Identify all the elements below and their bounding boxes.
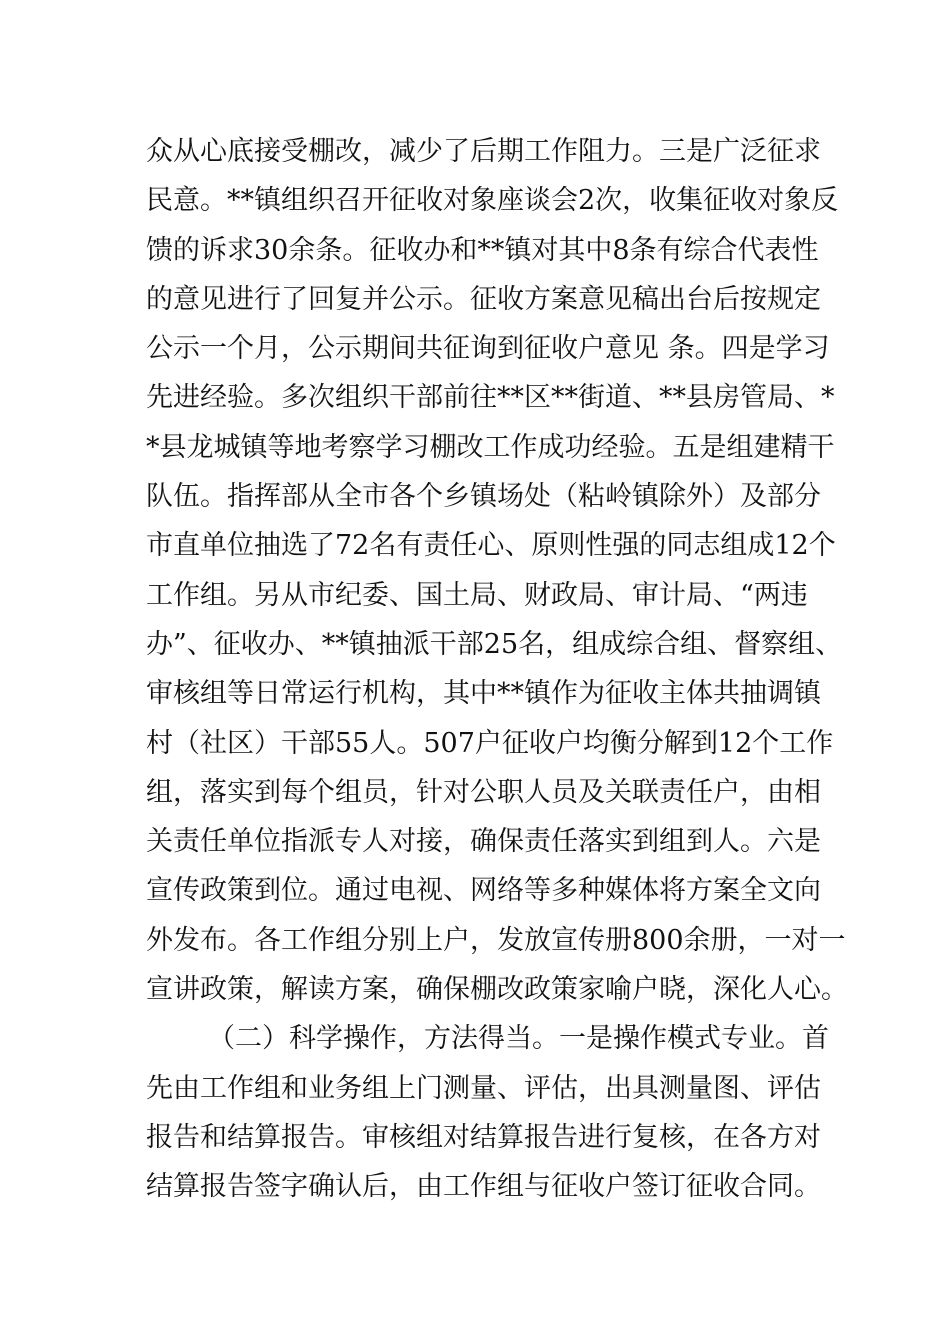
- text-line: 市直单位抽选了72名有责任心、原则性强的同志组成12个: [146, 530, 836, 562]
- text-line: 宣讲政策，解读方案，确保棚改政策家喻户晓，深化人心。: [146, 974, 848, 1006]
- text-line: *县龙城镇等地考察学习棚改工作成功经验。五是组建精干: [146, 431, 835, 463]
- text-line: 宣传政策到位。通过电视、网络等多种媒体将方案全文向: [146, 875, 821, 907]
- text-line: 队伍。指挥部从全市各个乡镇场处（粘岭镇除外）及部分: [146, 481, 821, 513]
- text-line: 先由工作组和业务组上门测量、评估，出具测量图、评估: [146, 1072, 821, 1104]
- text-line: 工作组。另从市纪委、国土局、财政局、审计局、“两违: [146, 579, 808, 611]
- text-line: 办”、征收办、**镇抽派干部25名，组成综合组、督察组、: [146, 628, 843, 660]
- text-line: 公示一个月，公示期间共征询到征收户意见 条。四是学习: [146, 333, 830, 365]
- section-heading-line: （二）科学操作，方法得当。一是操作模式专业。首: [208, 1023, 829, 1055]
- text-line: 的意见进行了回复并公示。征收方案意见稿出台后按规定: [146, 283, 821, 315]
- text-line: 审核组等日常运行机构，其中**镇作为征收主体共抽调镇: [146, 678, 821, 710]
- text-line: 村（社区）干部55人。507户征收户均衡分解到12个工作: [146, 727, 834, 759]
- text-line: 先进经验。多次组织干部前往**区**街道、**县房管局、*: [146, 382, 835, 414]
- body-text: [146, 127, 848, 1212]
- text-line: 结算报告签字确认后，由工作组与征收户签订征收合同。: [146, 1171, 821, 1203]
- text-line: 馈的诉求30余条。征收办和**镇对其中8条有综合代表性: [146, 234, 819, 266]
- text-line: 报告和结算报告。审核组对结算报告进行复核，在各方对: [146, 1121, 821, 1153]
- text-line: 民意。**镇组织召开征收对象座谈会2次，收集征收对象反: [146, 185, 839, 217]
- text-line: 关责任单位指派专人对接，确保责任落实到组到人。六是: [146, 826, 821, 858]
- text-line: 外发布。各工作组分别上户，发放宣传册800余册，一对一: [146, 924, 846, 956]
- text-line: 众从心底接受棚改，减少了后期工作阻力。三是广泛征求: [146, 136, 821, 167]
- text-line: 组，落实到每个组员，针对公职人员及关联责任户，由相: [146, 776, 821, 808]
